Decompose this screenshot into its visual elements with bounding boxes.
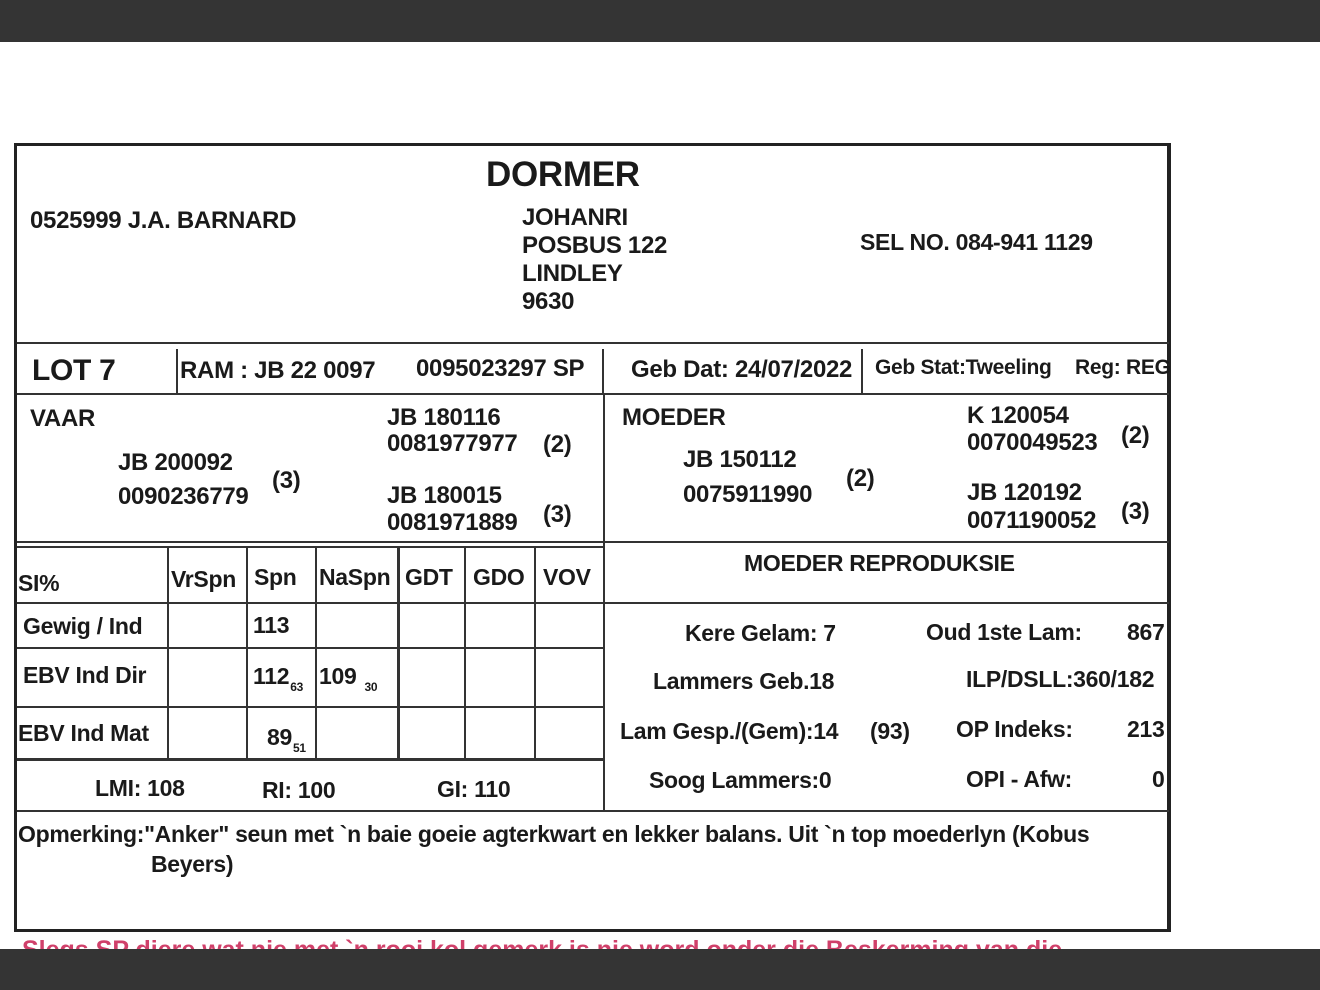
repro-ilp: ILP/DSLL:360/182 [966, 666, 1155, 692]
divider [176, 349, 178, 394]
ram-registration: 0095023297 SP [416, 355, 585, 382]
dam-sire-id: K 120054 [967, 402, 1069, 429]
repro-op-index-value: 213 [1127, 716, 1165, 742]
address-line-2: POSBUS 122 [522, 232, 668, 259]
repro-first-lamb-age-label: Oud 1ste Lam: [926, 619, 1082, 645]
dam-dam-number: 0071190052 [967, 507, 1097, 534]
repro-lambs-weaned: Lam Gesp./(Gem):14 [620, 718, 839, 744]
repro-first-lamb-age-value: 867 [1127, 619, 1165, 645]
sire-grade: (3) [272, 467, 301, 494]
table-rule [167, 546, 169, 760]
table-rule [17, 758, 604, 761]
dam-grade: (2) [846, 465, 875, 492]
sire-dam-id: JB 180015 [387, 482, 502, 509]
sire-number: 0090236779 [118, 483, 249, 510]
repro-lambs-born: Lammers Geb.18 [653, 668, 835, 694]
dam-dam-id: JB 120192 [967, 479, 1082, 506]
table-rule [534, 546, 536, 760]
birth-date: Geb Dat: 24/07/2022 [631, 356, 853, 383]
footer-warning [22, 930, 1182, 949]
remark-line-1: Opmerking:"Anker" seun met `n baie goeie agterkwart en lekker balans. Uit `n top moederlyn (Kobus [18, 821, 1090, 847]
sale-card [14, 143, 1171, 932]
divider [17, 342, 1169, 344]
address-line-1: JOHANRI [522, 204, 628, 231]
row-label-ebv-mat: EBV Ind Mat [18, 720, 149, 746]
table-rule [464, 546, 466, 760]
index-ri: RI: 100 [262, 777, 336, 803]
column-header-spn: Spn [254, 564, 297, 590]
breeder-name: 0525999 J.A. BARNARD [30, 207, 297, 234]
lot-number: LOT 7 [32, 354, 116, 387]
table-rule [17, 706, 604, 708]
dam-number: 0075911990 [683, 481, 813, 508]
breed-title: DORMER [486, 155, 640, 194]
index-gi: GI: 110 [437, 776, 511, 802]
phone-number: SEL NO. 084-941 1129 [860, 229, 1093, 255]
birth-status: Geb Stat:Tweeling [875, 356, 1052, 379]
repro-lambs-weaned-average: (93) [870, 718, 910, 744]
sire-sire-grade: (2) [543, 431, 572, 458]
top-dark-bar [0, 0, 1320, 42]
remark-line-2: Beyers) [151, 851, 234, 877]
cell-ebv-dir-naspn: 109 $_{30}$ [319, 663, 378, 694]
table-rule [17, 602, 604, 604]
cell-ebv-dir-spn: $112_{63}$ [253, 663, 303, 694]
cell-ebv-mat-spn: $89_{51}$ [267, 724, 306, 755]
divider [17, 810, 1169, 812]
divider [603, 602, 1169, 604]
column-header-gdt: GDT [405, 564, 453, 590]
sire-dam-grade: (3) [543, 501, 572, 528]
repro-op-index-label: OP Indeks: [956, 716, 1073, 742]
row-label-weight: Gewig / Ind [23, 613, 143, 639]
repro-title: MOEDER REPRODUKSIE [744, 550, 1015, 576]
repro-suckling-lambs: Soog Lammers:0 [649, 767, 832, 793]
cell-weight-spn: 113 [253, 612, 290, 638]
table-rule [17, 546, 604, 548]
column-header-vov: VOV [543, 564, 591, 590]
bottom-dark-bar [0, 949, 1320, 990]
dam-id: JB 150112 [683, 446, 797, 473]
sire-sire-id: JB 180116 [387, 404, 501, 431]
divider [17, 393, 1169, 395]
dam-dam-grade: (3) [1121, 498, 1150, 525]
sire-id: JB 200092 [118, 449, 233, 476]
sire-sire-number: 0081977977 [387, 430, 518, 457]
address-line-3: LINDLEY [522, 260, 623, 287]
column-header-gdo: GDO [473, 564, 525, 590]
dam-label: MOEDER [622, 404, 726, 431]
table-rule [315, 546, 317, 760]
repro-opi-deviation-value: 0 [1152, 766, 1165, 792]
address-line-4: 9630 [522, 288, 575, 315]
table-rule [246, 546, 248, 760]
row-label-ebv-dir: EBV Ind Dir [23, 662, 147, 688]
column-header-si: SI% [18, 570, 60, 596]
table-rule [397, 546, 400, 760]
sire-label: VAAR [30, 405, 96, 432]
sire-dam-number: 0081971889 [387, 509, 518, 536]
registration-status: Reg: REG [1075, 356, 1171, 379]
table-rule [17, 647, 604, 649]
divider [602, 349, 604, 394]
divider [861, 349, 863, 394]
repro-times-lambed: Kere Gelam: 7 [685, 620, 836, 646]
index-lmi: LMI: 108 [95, 775, 185, 801]
repro-opi-deviation-label: OPI - Afw: [966, 766, 1073, 792]
column-header-naspn: NaSpn [319, 564, 391, 590]
dam-sire-number: 0070049523 [967, 429, 1098, 456]
divider [17, 541, 1169, 543]
ram-id: RAM : JB 22 0097 [180, 357, 376, 384]
column-header-vrspn: VrSpn [171, 566, 236, 592]
dam-sire-grade: (2) [1121, 422, 1150, 449]
